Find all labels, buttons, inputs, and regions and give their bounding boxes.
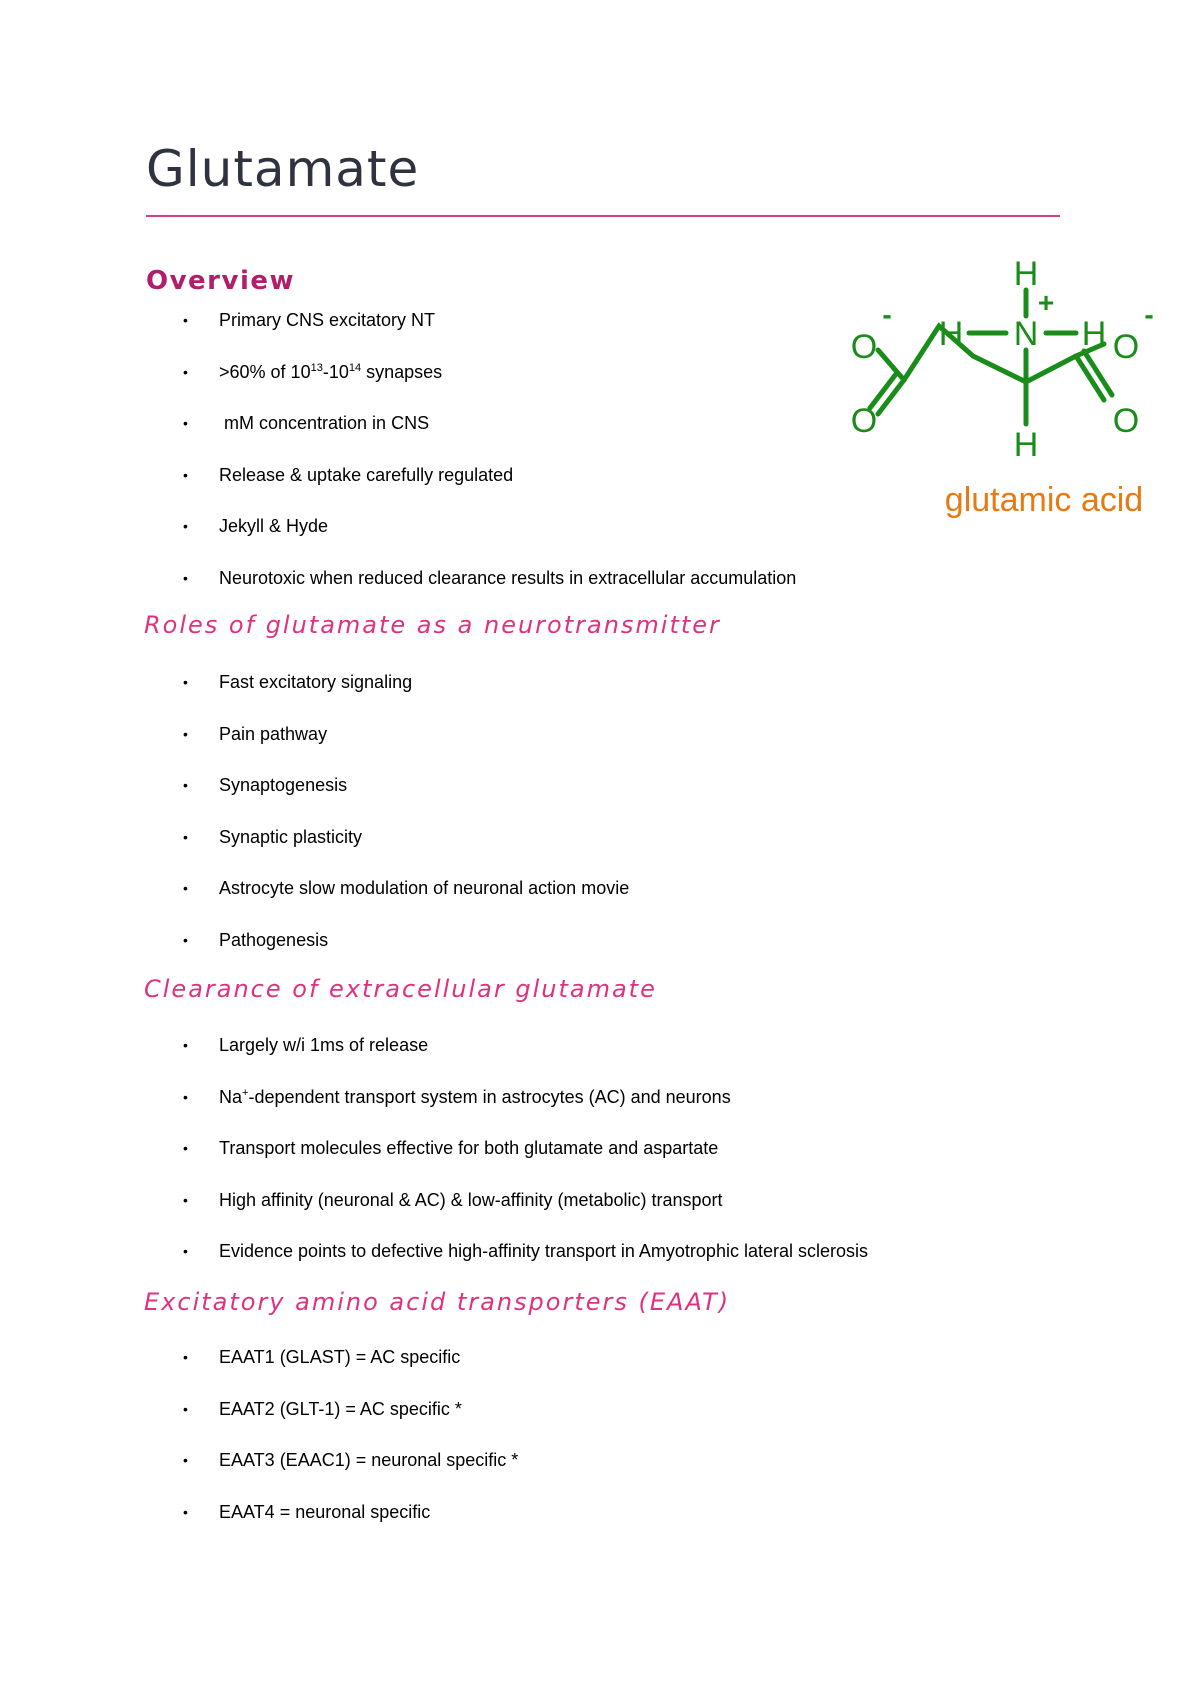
list-item: • EAAT4 = neuronal specific [146, 1497, 1046, 1549]
title-rule [146, 215, 1060, 217]
section-heading-roles: Roles of glutamate as a neurotransmitter [144, 611, 721, 639]
atom-o-minus-right: O [1112, 328, 1140, 366]
eaat-list [146, 1342, 1046, 1548]
page-title: Glutamate [146, 140, 420, 198]
list-item: • Fast excitatory signaling [146, 667, 1046, 719]
list-item: • Pathogenesis [146, 925, 1046, 977]
list-item: • mM concentration in CNS [146, 408, 1046, 460]
bullet-icon: • [183, 312, 188, 328]
bullet-icon: • [183, 1243, 188, 1260]
bullet-icon: • [183, 1452, 188, 1469]
charge-minus-right: - [1144, 299, 1154, 330]
list-item: • EAAT1 (GLAST) = AC specific [146, 1342, 1046, 1394]
bullet-icon: • [183, 674, 188, 690]
list-item: • Na+-dependent transport system in astrocytes (AC) and neurons [146, 1082, 1046, 1134]
list-item: • Transport molecules effective for both glutamate and aspartate [146, 1133, 1046, 1185]
section-heading-clearance: Clearance of extracellular glutamate [144, 975, 657, 1003]
bullet-icon: • [183, 880, 188, 897]
list-item: • Synaptogenesis [146, 770, 1046, 822]
clearance-list [146, 1030, 1046, 1288]
bullet-icon: • [183, 828, 188, 845]
bullet-icon: • [183, 1191, 188, 1208]
list-item: • Neurotoxic when reduced clearance results in extracellular accumulation [146, 563, 1046, 615]
list-item: • Primary CNS excitatory NT [146, 305, 1046, 357]
bullet-icon: • [183, 518, 188, 535]
list-item: • Largely w/i 1ms of release [146, 1030, 1046, 1082]
molecule-caption: glutamic acid [944, 481, 1144, 519]
bullet-icon: • [183, 415, 188, 432]
atom-h-top: H [1013, 255, 1039, 293]
list-item: • Evidence points to defective high-affinity transport in Amyotrophic lateral sclerosis [146, 1236, 1046, 1288]
section-heading-eaat: Excitatory amino acid transporters (EAAT) [144, 1288, 731, 1316]
bullet-icon: • [183, 1349, 188, 1365]
list-item: • Release & uptake carefully regulated [146, 460, 1046, 512]
bullet-icon: • [183, 1503, 188, 1520]
atom-h-bottom: H [1013, 426, 1039, 464]
atom-o-right: O [1112, 402, 1140, 440]
glutamic-acid-structure [826, 252, 1166, 532]
list-item: • High affinity (neuronal & AC) & low-affinity (metabolic) transport [146, 1185, 1046, 1237]
atom-o-left: O [850, 402, 878, 440]
bullet-icon: • [183, 363, 188, 380]
charge-plus: + [1037, 287, 1055, 318]
charge-minus-left: - [882, 299, 892, 330]
list-item: • EAAT2 (GLT-1) = AC specific * [146, 1394, 1046, 1446]
atom-o-minus-left: O [850, 328, 878, 366]
bullet-icon: • [183, 1400, 188, 1417]
roles-list [146, 667, 1046, 977]
bullet-icon: • [183, 569, 188, 586]
atom-h-right: H [1081, 315, 1107, 353]
atom-h-left: H [938, 315, 964, 353]
list-item: • >60% of $10^{13}-10^{14}$ synapses [146, 357, 1046, 409]
list-item: • Pain pathway [146, 719, 1046, 771]
bullet-icon: • [183, 1037, 188, 1053]
bullet-icon: • [183, 931, 188, 948]
bullet-icon: • [183, 466, 188, 483]
bullet-icon: • [183, 725, 188, 742]
list-item: • Jekyll & Hyde [146, 511, 1046, 563]
list-item: • Synaptic plasticity [146, 822, 1046, 874]
atom-n: N [1013, 315, 1039, 353]
list-item: • Astrocyte slow modulation of neuronal action movie [146, 873, 1046, 925]
bullet-icon: • [183, 1088, 188, 1105]
list-item: • EAAT3 (EAAC1) = neuronal specific * [146, 1445, 1046, 1497]
bullet-icon: • [183, 777, 188, 794]
bullet-icon: • [183, 1140, 188, 1157]
section-heading-overview: Overview [146, 266, 296, 296]
